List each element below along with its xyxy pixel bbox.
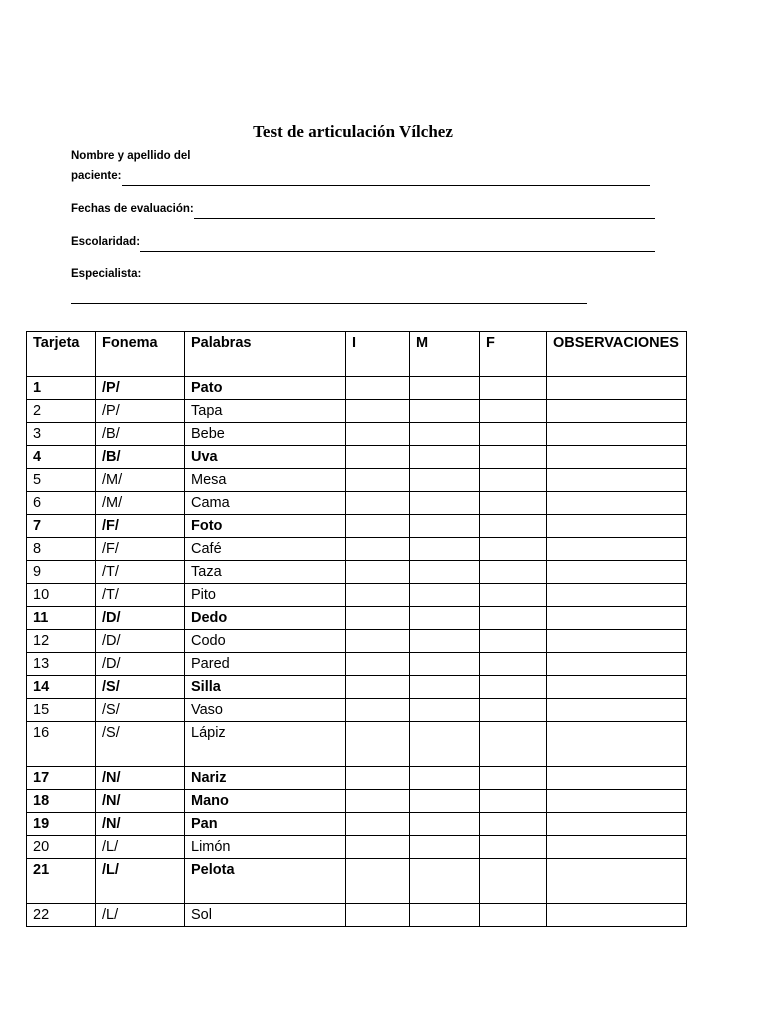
cell-tarjeta: 16: [27, 722, 96, 767]
cell-fonema: /B/: [96, 446, 185, 469]
cell-observaciones[interactable]: [547, 469, 687, 492]
cell-i[interactable]: [346, 377, 410, 400]
cell-i[interactable]: [346, 515, 410, 538]
cell-fonema: /T/: [96, 584, 185, 607]
table-row: [27, 699, 687, 722]
cell-observaciones[interactable]: [547, 538, 687, 561]
cell-palabra: Pan: [185, 813, 346, 836]
table-row: [27, 561, 687, 584]
table-row: [27, 607, 687, 630]
cell-m[interactable]: [410, 722, 480, 767]
cell-tarjeta: 1: [27, 377, 96, 400]
cell-i[interactable]: [346, 699, 410, 722]
cell-palabra: Limón: [185, 836, 346, 859]
cell-fonema: /B/: [96, 423, 185, 446]
cell-f[interactable]: [480, 607, 547, 630]
cell-tarjeta: 11: [27, 607, 96, 630]
header-observaciones: OBSERVACIONES: [547, 332, 687, 377]
cell-f[interactable]: [480, 515, 547, 538]
cell-m[interactable]: [410, 584, 480, 607]
cell-fonema: /S/: [96, 722, 185, 767]
header-palabras: Palabras: [185, 332, 346, 377]
header-f: F: [480, 332, 547, 377]
field-nombre-label-line1: Nombre y apellido del: [71, 150, 191, 162]
cell-i[interactable]: [346, 538, 410, 561]
table-header-row: [27, 332, 687, 377]
cell-i[interactable]: [346, 722, 410, 767]
cell-i[interactable]: [346, 446, 410, 469]
cell-fonema: /M/: [96, 492, 185, 515]
cell-palabra: Uva: [185, 446, 346, 469]
cell-observaciones[interactable]: [547, 584, 687, 607]
cell-f[interactable]: [480, 813, 547, 836]
field-fechas-label: Fechas de evaluación:: [71, 203, 194, 215]
cell-tarjeta: 14: [27, 676, 96, 699]
cell-m[interactable]: [410, 676, 480, 699]
cell-i[interactable]: [346, 630, 410, 653]
cell-i[interactable]: [346, 813, 410, 836]
cell-palabra: Foto: [185, 515, 346, 538]
cell-i[interactable]: [346, 836, 410, 859]
cell-tarjeta: 9: [27, 561, 96, 584]
cell-m[interactable]: [410, 446, 480, 469]
field-nombre-row: [71, 166, 656, 186]
cell-fonema: /N/: [96, 813, 185, 836]
cell-tarjeta: 12: [27, 630, 96, 653]
table-row: [27, 767, 687, 790]
cell-fonema: /D/: [96, 607, 185, 630]
cell-tarjeta: 22: [27, 904, 96, 927]
cell-fonema: /D/: [96, 630, 185, 653]
table-row: [27, 400, 687, 423]
cell-f[interactable]: [480, 446, 547, 469]
cell-palabra: Nariz: [185, 767, 346, 790]
table-row: [27, 836, 687, 859]
cell-tarjeta: 8: [27, 538, 96, 561]
cell-f[interactable]: [480, 676, 547, 699]
cell-f[interactable]: [480, 790, 547, 813]
cell-observaciones[interactable]: [547, 561, 687, 584]
cell-f[interactable]: [480, 722, 547, 767]
cell-tarjeta: 3: [27, 423, 96, 446]
cell-observaciones[interactable]: [547, 790, 687, 813]
cell-tarjeta: 17: [27, 767, 96, 790]
field-nombre: [71, 146, 656, 186]
field-escolaridad: [71, 232, 656, 252]
cell-fonema: /T/: [96, 561, 185, 584]
cell-tarjeta: 21: [27, 859, 96, 904]
cell-observaciones[interactable]: [547, 492, 687, 515]
cell-observaciones[interactable]: [547, 630, 687, 653]
cell-tarjeta: 6: [27, 492, 96, 515]
cell-m[interactable]: [410, 904, 480, 927]
cell-m[interactable]: [410, 561, 480, 584]
cell-i[interactable]: [346, 904, 410, 927]
field-nombre-label-line2: paciente:: [71, 170, 122, 182]
cell-observaciones[interactable]: [547, 767, 687, 790]
cell-f[interactable]: [480, 904, 547, 927]
cell-fonema: /P/: [96, 400, 185, 423]
header-fonema: Fonema: [96, 332, 185, 377]
cell-f[interactable]: [480, 653, 547, 676]
fechas-input-line[interactable]: [194, 205, 655, 219]
cell-f[interactable]: [480, 469, 547, 492]
cell-tarjeta: 18: [27, 790, 96, 813]
cell-tarjeta: 5: [27, 469, 96, 492]
cell-observaciones[interactable]: [547, 859, 687, 904]
cell-i[interactable]: [346, 400, 410, 423]
cell-i[interactable]: [346, 767, 410, 790]
document-title: Test de articulación Vílchez: [253, 122, 453, 141]
cell-m[interactable]: [410, 836, 480, 859]
cell-palabra: Pelota: [185, 859, 346, 904]
cell-tarjeta: 15: [27, 699, 96, 722]
table-row: [27, 790, 687, 813]
field-fechas: [71, 199, 656, 219]
cell-fonema: /P/: [96, 377, 185, 400]
table-row: [27, 446, 687, 469]
cell-observaciones[interactable]: [547, 446, 687, 469]
cell-fonema: /F/: [96, 515, 185, 538]
cell-palabra: Codo: [185, 630, 346, 653]
table-row: [27, 653, 687, 676]
cell-m[interactable]: [410, 377, 480, 400]
especialista-input-line[interactable]: [71, 290, 587, 304]
cell-m[interactable]: [410, 699, 480, 722]
cell-fonema: /N/: [96, 767, 185, 790]
cell-f[interactable]: [480, 492, 547, 515]
cell-m[interactable]: [410, 767, 480, 790]
cell-tarjeta: 20: [27, 836, 96, 859]
header-m: M: [410, 332, 480, 377]
cell-i[interactable]: [346, 859, 410, 904]
cell-observaciones[interactable]: [547, 904, 687, 927]
cell-palabra: Sol: [185, 904, 346, 927]
cell-observaciones[interactable]: [547, 607, 687, 630]
cell-tarjeta: 2: [27, 400, 96, 423]
table-row: [27, 377, 687, 400]
cell-palabra: Pato: [185, 377, 346, 400]
cell-i[interactable]: [346, 423, 410, 446]
cell-fonema: /L/: [96, 859, 185, 904]
cell-palabra: Bebe: [185, 423, 346, 446]
articulation-table: [26, 331, 687, 927]
field-escolaridad-label: Escolaridad:: [71, 236, 141, 248]
cell-f[interactable]: [480, 630, 547, 653]
cell-i[interactable]: [346, 492, 410, 515]
cell-observaciones[interactable]: [547, 813, 687, 836]
table-row: [27, 584, 687, 607]
cell-palabra: Pared: [185, 653, 346, 676]
cell-fonema: /S/: [96, 699, 185, 722]
field-especialista-label: Especialista:: [71, 268, 142, 280]
cell-m[interactable]: [410, 630, 480, 653]
cell-tarjeta: 10: [27, 584, 96, 607]
table-row: [27, 813, 687, 836]
cell-observaciones[interactable]: [547, 400, 687, 423]
cell-fonema: /S/: [96, 676, 185, 699]
header-i: I: [346, 332, 410, 377]
cell-fonema: /D/: [96, 653, 185, 676]
cell-tarjeta: 19: [27, 813, 96, 836]
escolaridad-input-line[interactable]: [140, 238, 655, 252]
cell-observaciones[interactable]: [547, 699, 687, 722]
cell-fonema: /N/: [96, 790, 185, 813]
cell-observaciones[interactable]: [547, 377, 687, 400]
cell-palabra: Silla: [185, 676, 346, 699]
cell-fonema: /L/: [96, 836, 185, 859]
cell-palabra: Mano: [185, 790, 346, 813]
cell-m[interactable]: [410, 790, 480, 813]
nombre-input-line[interactable]: [122, 172, 650, 186]
cell-observaciones[interactable]: [547, 722, 687, 767]
cell-observaciones[interactable]: [547, 515, 687, 538]
table-row: [27, 423, 687, 446]
cell-f[interactable]: [480, 377, 547, 400]
table-row: [27, 538, 687, 561]
cell-observaciones[interactable]: [547, 653, 687, 676]
table-row: [27, 904, 687, 927]
cell-f[interactable]: [480, 859, 547, 904]
cell-tarjeta: 7: [27, 515, 96, 538]
cell-m[interactable]: [410, 653, 480, 676]
header-tarjeta: Tarjeta: [27, 332, 96, 377]
cell-m[interactable]: [410, 859, 480, 904]
cell-f[interactable]: [480, 538, 547, 561]
cell-fonema: /M/: [96, 469, 185, 492]
cell-i[interactable]: [346, 653, 410, 676]
cell-palabra: Café: [185, 538, 346, 561]
field-especialista: [71, 264, 656, 304]
table-row: [27, 676, 687, 699]
cell-f[interactable]: [480, 561, 547, 584]
cell-m[interactable]: [410, 400, 480, 423]
cell-f[interactable]: [480, 400, 547, 423]
cell-fonema: /L/: [96, 904, 185, 927]
cell-palabra: Vaso: [185, 699, 346, 722]
cell-f[interactable]: [480, 767, 547, 790]
cell-f[interactable]: [480, 584, 547, 607]
cell-i[interactable]: [346, 469, 410, 492]
cell-i[interactable]: [346, 584, 410, 607]
cell-m[interactable]: [410, 469, 480, 492]
table-row: [27, 492, 687, 515]
cell-f[interactable]: [480, 836, 547, 859]
cell-palabra: Mesa: [185, 469, 346, 492]
cell-observaciones[interactable]: [547, 676, 687, 699]
table-row: [27, 859, 687, 904]
table-row: [27, 722, 687, 767]
table-row: [27, 515, 687, 538]
cell-palabra: Dedo: [185, 607, 346, 630]
cell-i[interactable]: [346, 561, 410, 584]
table-row: [27, 469, 687, 492]
cell-m[interactable]: [410, 607, 480, 630]
cell-f[interactable]: [480, 423, 547, 446]
cell-m[interactable]: [410, 492, 480, 515]
cell-fonema: /F/: [96, 538, 185, 561]
cell-palabra: Lápiz: [185, 722, 346, 767]
cell-observaciones[interactable]: [547, 423, 687, 446]
cell-i[interactable]: [346, 790, 410, 813]
cell-tarjeta: 13: [27, 653, 96, 676]
cell-m[interactable]: [410, 813, 480, 836]
cell-tarjeta: 4: [27, 446, 96, 469]
cell-m[interactable]: [410, 538, 480, 561]
cell-palabra: Pito: [185, 584, 346, 607]
cell-palabra: Cama: [185, 492, 346, 515]
cell-observaciones[interactable]: [547, 836, 687, 859]
cell-f[interactable]: [480, 699, 547, 722]
cell-i[interactable]: [346, 607, 410, 630]
table-row: [27, 630, 687, 653]
cell-palabra: Tapa: [185, 400, 346, 423]
cell-palabra: Taza: [185, 561, 346, 584]
cell-m[interactable]: [410, 423, 480, 446]
cell-m[interactable]: [410, 515, 480, 538]
cell-i[interactable]: [346, 676, 410, 699]
